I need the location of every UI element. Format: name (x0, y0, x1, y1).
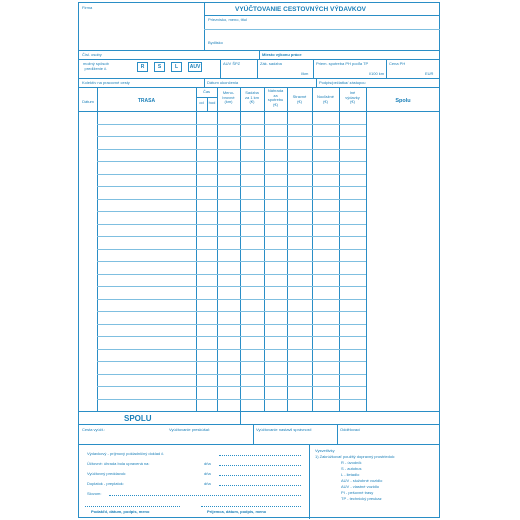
table-top-line (79, 87, 440, 88)
cost-label: Zák. sadzba (260, 61, 282, 66)
col-header-time: Čas (202, 89, 211, 94)
footer-row-4: Doplatok - preplatok: (87, 481, 124, 486)
header-divider (204, 3, 205, 50)
table-row[interactable] (97, 236, 366, 237)
vehicle-option-l[interactable]: L (171, 62, 182, 72)
row2-divider-a (220, 59, 221, 78)
footer-row-2-line[interactable] (219, 465, 301, 466)
sign-right-line[interactable] (201, 506, 301, 507)
row1-divider (259, 50, 260, 59)
col-header-total: Spolu (395, 98, 411, 104)
col-header-other: Iné výdavky (€) (345, 90, 360, 105)
col-header-lodging: Nocľažné (€) (317, 94, 334, 104)
col-line-9 (366, 87, 367, 411)
col-header-date: Dátum (82, 99, 94, 104)
vehicle-option-r[interactable]: R (137, 62, 148, 72)
footer-row-1: Výdavkový - príjmový pokladničný doklad č. (87, 451, 165, 456)
table-row[interactable] (97, 149, 366, 150)
table-row[interactable] (97, 324, 366, 325)
end-date-label: Dátum ukončenia (207, 80, 239, 85)
form-title: VYÚČTOVANIE CESTOVNÝCH VÝDAVKOV (235, 6, 366, 13)
table-row[interactable] (97, 186, 366, 187)
table-row[interactable] (97, 274, 366, 275)
table-row[interactable] (97, 349, 366, 350)
table-row[interactable] (97, 336, 366, 337)
footer-divider-a (253, 424, 254, 444)
row2-divider-c (313, 59, 314, 78)
duty-label: Kolektív na pracovné cesty (82, 80, 130, 85)
footer-legend-divider (309, 444, 310, 519)
row2-divider-b (257, 59, 258, 78)
vehicle-option-s[interactable]: S (154, 62, 165, 72)
approved-label: Vyúčtovanie nastavil správnosť: (256, 427, 313, 432)
footer-row-3-line[interactable] (219, 475, 301, 476)
table-row[interactable] (97, 136, 366, 137)
footer-divider-b (337, 424, 338, 444)
legend-item: L - lietadlo (341, 472, 360, 477)
footer-row-4-date: dňa (204, 481, 211, 486)
table-row[interactable] (97, 361, 366, 362)
header-bottom-line (79, 111, 440, 112)
costs-label: Cesta vyúčt.: (82, 427, 106, 432)
name-line (204, 29, 440, 30)
col-header-rate: Sadzba za 1 km (€) (244, 90, 259, 105)
avg-consumption-label: Priem. spotreba PH podľa TP (316, 61, 369, 66)
col-header-fuel: Náhrada za spotrebu (€) (267, 88, 284, 107)
number-label: Čísl. osoby (82, 52, 102, 57)
row3-divider-b (316, 78, 317, 87)
footer-row-5: Slovom: (87, 491, 102, 496)
footer-row-2: Účtovné: úhrada bola upravená na: (87, 461, 150, 466)
footer-row-1-line[interactable] (219, 455, 301, 456)
table-row[interactable] (97, 161, 366, 162)
footer-row-3: Vyúčtovný preddavok: (87, 471, 127, 476)
title-underline (204, 15, 440, 16)
table-row[interactable] (97, 374, 366, 375)
table-row[interactable] (97, 124, 366, 125)
row3-divider-a (204, 78, 205, 87)
table-row[interactable] (97, 311, 366, 312)
firm-label: Firma (82, 5, 93, 10)
footer-row-2-date: dňa (204, 461, 211, 466)
row-line-3 (79, 78, 440, 79)
footer-top-line (79, 424, 440, 425)
footer-row-3-date: dňa (204, 471, 211, 476)
table-row[interactable] (97, 249, 366, 250)
table-row[interactable] (97, 224, 366, 225)
col-header-time-hour: hod (208, 100, 216, 105)
residence-label: Bydlisko (208, 40, 223, 45)
table-row[interactable] (97, 399, 366, 400)
table-row[interactable] (97, 174, 366, 175)
travel-expense-form (78, 2, 440, 518)
col-header-time-from: od (199, 100, 204, 105)
total-label: SPOLU (124, 414, 152, 423)
total-line (79, 411, 440, 412)
legend-item: R - úvodník (341, 460, 362, 465)
name-label: Priezvisko, meno, titul (208, 17, 247, 22)
row2-divider-d (386, 59, 387, 78)
work-place-label: Miesto výkonu práce (262, 52, 302, 57)
footer-row-5-line[interactable] (109, 495, 301, 496)
legend-title: Vysvetlivky (315, 448, 335, 453)
table-row[interactable] (97, 211, 366, 212)
col-header-km: Meno- brovné (km) (222, 90, 235, 105)
table-row[interactable] (97, 199, 366, 200)
table-row[interactable] (97, 299, 366, 300)
col-header-meals: Stravné (€) (292, 94, 307, 104)
legend-item: AUV - služobné vozidlo (341, 478, 383, 483)
legend-item: PI - pešovné trasy (341, 490, 374, 495)
unit-eur-km: l/km (301, 71, 309, 76)
unit-l100km: l/100 km (369, 71, 385, 76)
legend-item: TP - technický preukaz (341, 496, 382, 501)
legend-intro: 1) Zakrúžkovať použitý dopravný prostriedok: (315, 454, 396, 459)
fuel-price-label: Cena PH (389, 61, 406, 66)
auv-label: AUV ŠPZ (223, 61, 241, 66)
sign-left-line[interactable] (85, 506, 180, 507)
table-row[interactable] (97, 386, 366, 387)
legend-item: S - autobus (341, 466, 362, 471)
settlement-label: Vyúčtovanie preskúšal: (169, 427, 210, 432)
table-row[interactable] (97, 261, 366, 262)
col-header-route: TRASA (137, 98, 156, 104)
unit-eur: EUR (425, 71, 434, 76)
sign-right-label: Prijemca, dátum, podpis, meno (207, 509, 267, 514)
footer-row-4-line[interactable] (219, 485, 301, 486)
table-row[interactable] (97, 286, 366, 287)
vehicle-label: možný spôsob predĺženie č. (83, 61, 109, 71)
employee-sign-label: Podpis/pečiatka/ zástupcu (319, 80, 366, 85)
date-label: Oddělovací (340, 427, 361, 432)
vehicle-option-auv[interactable]: AUV (189, 64, 201, 70)
legend-item: AUV - vlastné vozidlo (341, 484, 380, 489)
sign-left-label: Podakľd, dátum, podpis, meno (91, 509, 150, 514)
footer-mid-line (79, 444, 440, 445)
